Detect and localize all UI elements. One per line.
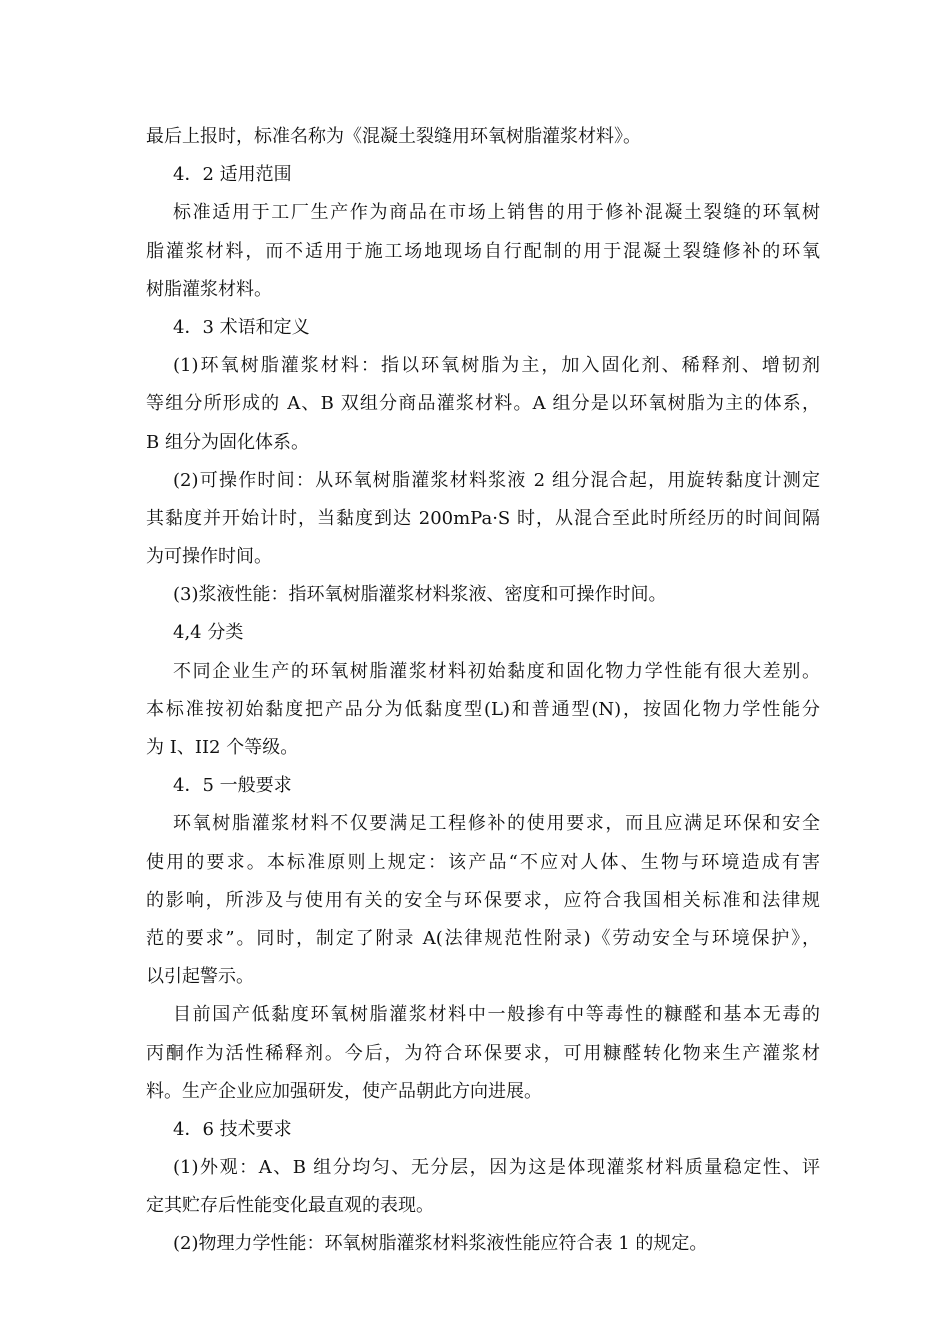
paragraph-line: 使用的要求。本标准原则上规定：该产品“不应对人体、生物与环境造成有害 [146,851,820,873]
paragraph-line: 其黏度并开始计时，当黏度到达 200mPa·S 时，从混合至此时所经历的时间间隔 [146,507,820,529]
paragraph-line: 标准适用于工厂生产作为商品在市场上销售的用于修补混凝土裂缝的环氧树 [173,202,820,224]
section-heading-4-2: 4．2 适用范围 [173,164,292,186]
paragraph-line: 树脂灌浆材料。 [146,278,272,300]
paragraph-line: 环氧树脂灌浆材料不仅要满足工程修补的使用要求，而且应满足环保和安全 [173,813,820,835]
paragraph-line: (1)外观：A、B 组分均匀、无分层，因为这是体现灌浆材料质量稳定性、评 [173,1157,820,1179]
section-heading-4-5: 4．5 一般要求 [173,775,292,797]
paragraph-line: (3)浆液性能：指环氧树脂灌浆材料浆液、密度和可操作时间。 [173,584,667,606]
section-heading-4-4: 4,4 分类 [173,622,244,644]
paragraph-line: (1)环氧树脂灌浆材料：指以环氧树脂为主，加入固化剂、稀释剂、增韧剂 [173,355,820,377]
paragraph-line: 料。生产企业应加强研发，使产品朝此方向进展。 [146,1080,542,1102]
section-heading-4-3: 4．3 术语和定义 [173,316,310,338]
paragraph-line: 为可操作时间。 [146,546,272,568]
paragraph-line: 定其贮存后性能变化最直观的表现。 [146,1195,434,1217]
paragraph-line: 为 I、II2 个等级。 [146,737,299,758]
paragraph-line: 最后上报时，标准名称为《混凝土裂缝用环氧树脂灌浆材料》。 [146,126,641,147]
paragraph-line: 范的要求”。同时，制定了附录 A(法律规范性附录)《劳动安全与环境保护》， [146,927,820,949]
paragraph-line: 本标准按初始黏度把产品分为低黏度型(L)和普通型(N)，按固化物力学性能分 [146,698,820,720]
paragraph-line: 目前国产低黏度环氧树脂灌浆材料中一般掺有中等毒性的糠醛和基本无毒的 [173,1004,820,1026]
paragraph-line: (2)物理力学性能：环氧树脂灌浆材料浆液性能应符合表 1 的规定。 [173,1233,708,1255]
document-body [146,118,820,1264]
paragraph-line: 以引起警示。 [146,966,254,988]
paragraph-line: B 组分为固化体系。 [146,431,309,453]
paragraph-line: 的影响，所涉及与使用有关的安全与环保要求，应符合我国相关标准和法律规 [146,889,820,911]
paragraph-line: 丙酮作为活性稀释剂。今后，为符合环保要求，可用糠醛转化物来生产灌浆材 [146,1042,820,1064]
paragraph-line: 脂灌浆材料，而不适用于施工场地现场自行配制的用于混凝土裂缝修补的环氧 [146,240,820,262]
paragraph-line: 不同企业生产的环氧树脂灌浆材料初始黏度和固化物力学性能有很大差别。 [173,660,820,682]
section-heading-4-6: 4．6 技术要求 [173,1118,292,1140]
paragraph-line: 等组分所形成的 A、B 双组分商品灌浆材料。A 组分是以环氧树脂为主的体系， [146,393,820,415]
paragraph-line: (2)可操作时间：从环氧树脂灌浆材料浆液 2 组分混合起，用旋转黏度计测定 [173,469,820,491]
